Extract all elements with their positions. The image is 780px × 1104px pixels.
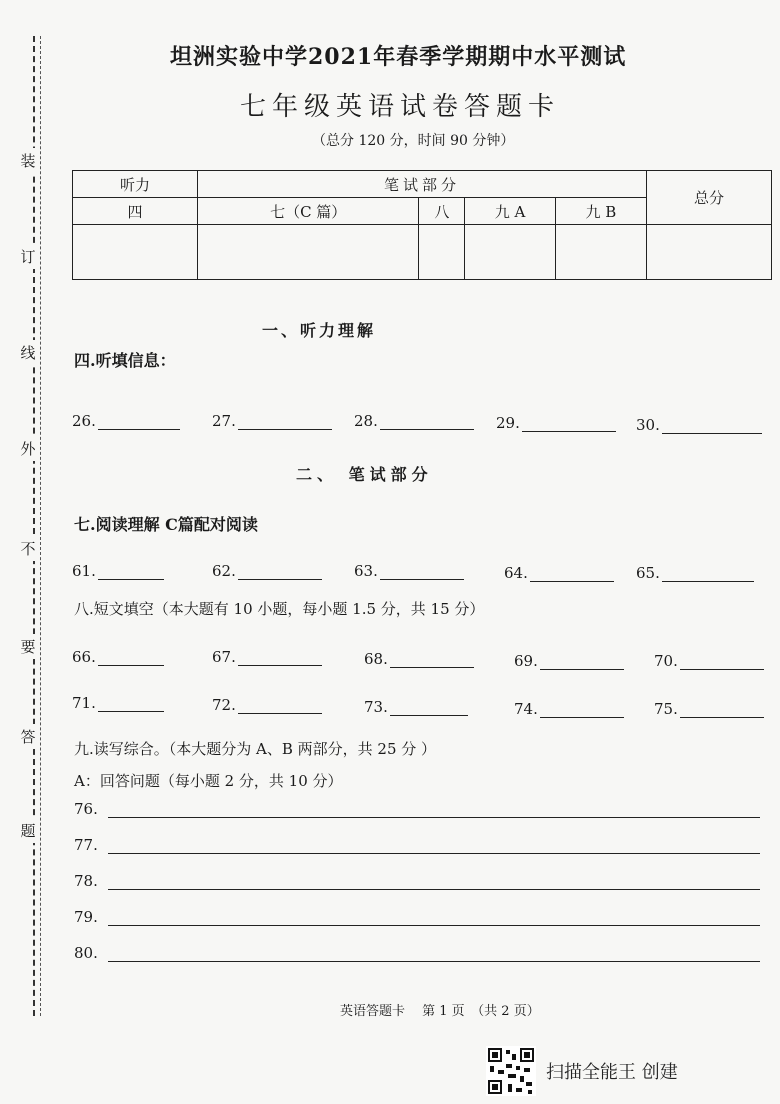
answer-line[interactable] [530,567,614,582]
answer-line[interactable] [108,803,760,818]
question-number: 78. [74,872,98,890]
answer-card-title: 七年级英语试卷答题卡 [240,92,561,122]
question-number: 70. [654,652,678,670]
answer-blank[interactable] [354,412,474,430]
question-number: 69. [514,652,538,670]
answer-line[interactable] [108,875,760,890]
page-footer: 英语答题卡 第 1 页 （共 2 页） [340,1004,540,1019]
answer-blank[interactable] [654,700,764,718]
score-cell[interactable] [73,225,198,280]
answer-blank[interactable] [636,416,762,434]
q9-title: 九.读写综合。（本大题分为 A、B 两部分，共 25 分 ） [74,740,437,758]
answer-line[interactable] [98,651,164,666]
section-written-title: 二、 笔试部分 [296,465,433,484]
binding-char: 要 [18,634,38,659]
answer-line[interactable] [238,565,322,580]
answer-blank[interactable] [354,562,464,580]
binding-dashed-line-inner [40,36,41,1016]
answer-line[interactable] [98,565,164,580]
question-number: 77. [74,836,98,854]
score-table [72,170,772,280]
binding-dashed-line [33,36,35,1016]
question-number: 72. [212,696,236,714]
question-number: 74. [514,700,538,718]
question-number: 68. [364,650,388,668]
answer-line[interactable] [390,653,474,668]
question-number: 29. [496,414,520,432]
answer-line[interactable] [238,651,322,666]
answer-line[interactable] [662,419,762,434]
answer-line[interactable] [380,415,474,430]
answer-blank[interactable] [504,564,614,582]
q8-title: 八.短文填空（本大题有 10 小题，每小题 1.5 分，共 15 分） [74,600,485,618]
q7-title: 七.阅读理解 C篇配对阅读 [74,515,258,534]
answer-row[interactable] [74,836,760,854]
answer-line[interactable] [380,565,464,580]
question-number: 28. [354,412,378,430]
question-number: 67. [212,648,236,666]
answer-row[interactable] [74,944,760,962]
school-exam-title: 坦洲实验中学2021年春季学期期中水平测试 [170,44,627,70]
answer-blank[interactable] [654,652,764,670]
answer-row[interactable] [74,872,760,890]
question-number: 61. [72,562,96,580]
scanner-watermark-text: 扫描全能王 创建 [546,1062,678,1083]
score-col-9b: 九 B [555,198,646,225]
score-col-9a: 九 A [465,198,556,225]
answer-line[interactable] [522,417,616,432]
score-cell[interactable] [419,225,465,280]
answer-blank[interactable] [212,696,322,714]
answer-blank[interactable] [72,562,164,580]
score-total-cell[interactable] [647,225,772,280]
answer-blank[interactable] [364,698,468,716]
score-col-4: 四 [73,198,198,225]
answer-blank[interactable] [514,652,624,670]
score-col-8: 八 [419,198,465,225]
exam-info-subtitle: （总分 120 分，时间 90 分钟） [312,133,515,149]
answer-line[interactable] [680,703,764,718]
score-cell[interactable] [465,225,556,280]
answer-line[interactable] [108,839,760,854]
answer-line[interactable] [98,697,164,712]
question-number: 73. [364,698,388,716]
question-number: 30. [636,416,660,434]
question-number: 63. [354,562,378,580]
question-number: 76. [74,800,98,818]
answer-line[interactable] [540,703,624,718]
score-cell[interactable] [198,225,419,280]
answer-blank[interactable] [212,562,322,580]
q4-title: 四.听填信息： [74,351,176,370]
answer-line[interactable] [108,911,760,926]
score-header-written: 笔试部分 [198,171,647,198]
answer-line[interactable] [238,699,322,714]
answer-blank[interactable] [496,414,616,432]
question-number: 75. [654,700,678,718]
binding-char: 订 [18,244,38,269]
binding-char: 不 [18,536,38,561]
question-number: 64. [504,564,528,582]
section-listening-title: 一、听力理解 [262,321,377,340]
binding-char: 答 [18,724,38,749]
question-number: 79. [74,908,98,926]
q9a-title: A：回答问题（每小题 2 分，共 10 分） [74,772,343,790]
binding-char: 外 [18,436,38,461]
answer-line[interactable] [540,655,624,670]
question-number: 62. [212,562,236,580]
answer-blank[interactable] [212,648,322,666]
answer-row[interactable] [74,800,760,818]
answer-line[interactable] [108,947,760,962]
binding-char: 线 [18,340,38,365]
answer-blank[interactable] [72,694,164,712]
question-number: 80. [74,944,98,962]
question-number: 71. [72,694,96,712]
score-header-listening: 听力 [73,171,198,198]
answer-blank[interactable] [72,412,180,430]
answer-blank[interactable] [514,700,624,718]
answer-line[interactable] [390,701,468,716]
score-cell[interactable] [555,225,646,280]
question-number: 66. [72,648,96,666]
question-number: 27. [212,412,236,430]
answer-line[interactable] [680,655,764,670]
binding-char: 装 [18,148,38,173]
answer-row[interactable] [74,908,760,926]
binding-char: 题 [18,818,38,843]
answer-blank[interactable] [72,648,164,666]
answer-line[interactable] [98,415,180,430]
answer-blank[interactable] [636,564,754,582]
score-col-7c: 七（C 篇） [198,198,419,225]
qr-code-icon [486,1046,536,1096]
question-number: 65. [636,564,660,582]
answer-blank[interactable] [212,412,332,430]
answer-line[interactable] [238,415,332,430]
score-header-total: 总分 [647,171,772,225]
answer-line[interactable] [662,567,754,582]
question-number: 26. [72,412,96,430]
answer-blank[interactable] [364,650,474,668]
